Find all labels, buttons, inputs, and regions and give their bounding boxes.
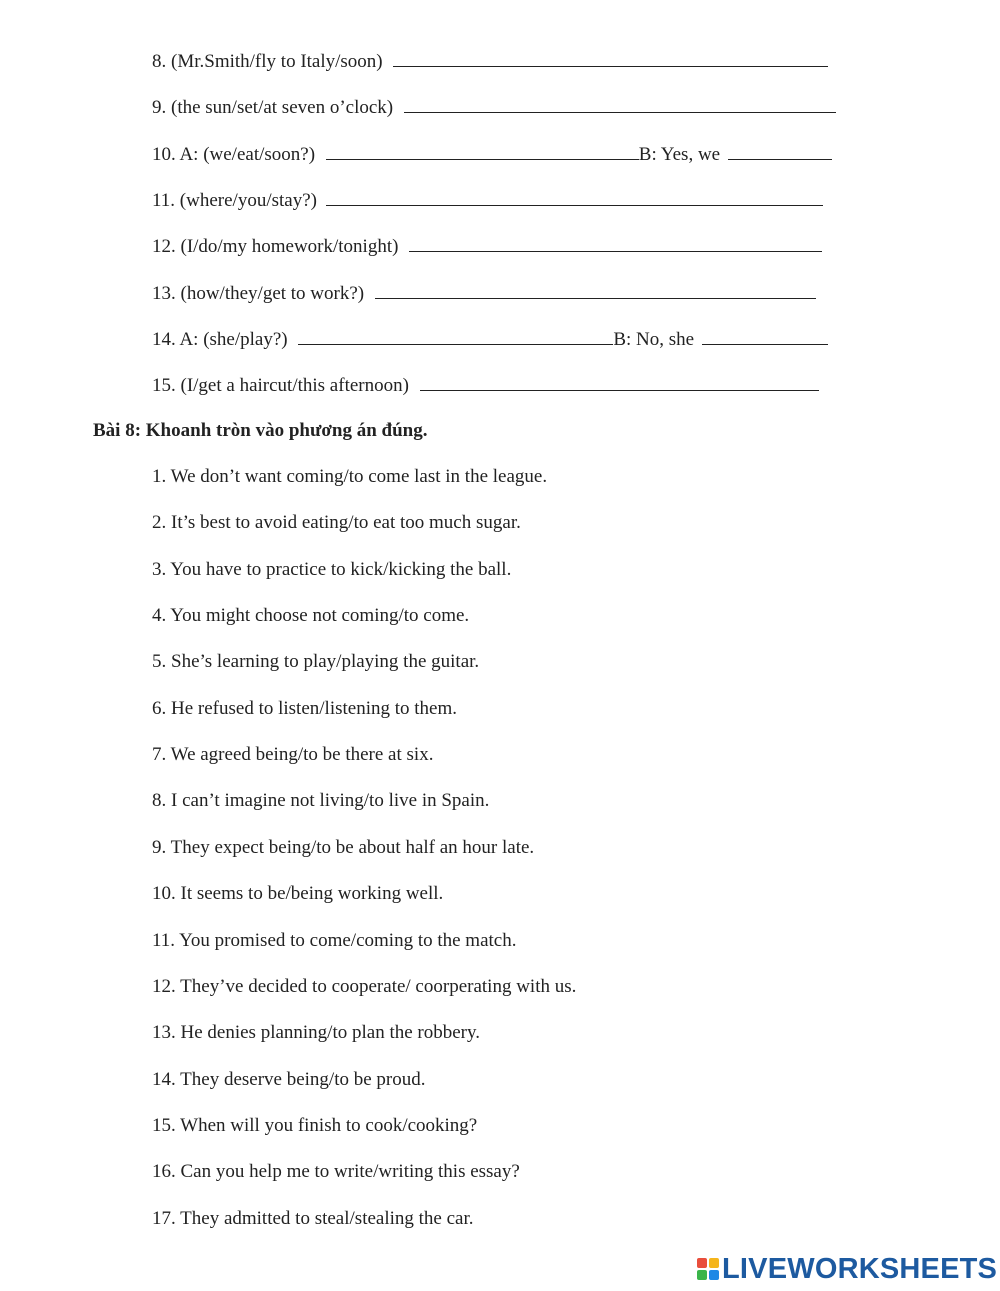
exercise-7-item-14 [152,326,828,352]
exercise-8-item-15[interactable]: 15. When will you finish to cook/cooking? [152,1115,478,1136]
exercise-7-item-8 [152,48,828,74]
item-prompt: 11. (where/you/stay?) [152,190,317,211]
exercise-7-item-10 [152,141,832,167]
item-prompt: 9. (the sun/set/at seven o’clock) [152,97,394,118]
answer-blank[interactable] [404,94,836,113]
answer-blank-b[interactable] [702,326,828,345]
exercise-8-item-12[interactable]: 12. They’ve decided to cooperate/ coorperating with us. [152,976,577,997]
badge-square [709,1258,719,1268]
exercise-8-heading: Bài 8: Khoanh tròn vào phương án đúng. [93,420,428,441]
exercise-8-item-7[interactable]: 7. We agreed being/to be there at six. [152,744,434,765]
exercise-8-item-16[interactable]: 16. Can you help me to write/writing this essay? [152,1161,520,1182]
item-prompt: 12. (I/do/my homework/tonight) [152,236,399,257]
exercise-8-item-4[interactable]: 4. You might choose not coming/to come. [152,605,470,626]
exercise-8-item-14[interactable]: 14. They deserve being/to be proud. [152,1069,426,1090]
exercise-8-item-3[interactable]: 3. You have to practice to kick/kicking the ball. [152,559,512,580]
exercise-8-item-10[interactable]: 10. It seems to be/being working well. [152,883,444,904]
exercise-8-item-6[interactable]: 6. He refused to listen/listening to them. [152,698,458,719]
response-label: B: No, she [613,329,695,350]
logo-badge-icon [697,1258,719,1280]
logo-text: LIVEWORKSHEETS [722,1252,998,1285]
answer-blank-b[interactable] [728,141,832,160]
exercise-8-item-13[interactable]: 13. He denies planning/to plan the robbery. [152,1022,481,1043]
item-prompt: 15. (I/get a haircut/this afternoon) [152,375,409,396]
exercise-7-item-9 [152,94,836,120]
answer-blank-a[interactable] [326,141,639,160]
exercise-8-item-11[interactable]: 11. You promised to come/coming to the match. [152,930,517,951]
exercise-7-item-11 [152,187,823,213]
answer-blank[interactable] [420,372,819,391]
exercise-8-item-9[interactable]: 9. They expect being/to be about half an hour late. [152,837,535,858]
badge-square [697,1258,707,1268]
exercise-8-item-1[interactable]: 1. We don’t want coming/to come last in the league. [152,466,548,487]
item-prompt: 8. (Mr.Smith/fly to Italy/soon) [152,51,383,72]
exercise-7-item-13 [152,280,816,306]
answer-blank-a[interactable] [298,326,613,345]
item-prompt: 10. A: (we/eat/soon?) [152,144,316,165]
item-prompt: 13. (how/they/get to work?) [152,283,365,304]
answer-blank[interactable] [326,187,823,206]
badge-square [709,1270,719,1280]
exercise-7-item-12 [152,233,822,259]
exercise-8-item-8[interactable]: 8. I can’t imagine not living/to live in Spain. [152,790,490,811]
exercise-8-item-5[interactable]: 5. She’s learning to play/playing the guitar. [152,651,480,672]
answer-blank[interactable] [393,48,828,67]
item-prompt: 14. A: (she/play?) [152,329,288,350]
exercise-7-item-15 [152,372,819,398]
badge-square [697,1270,707,1280]
exercise-8-item-2[interactable]: 2. It’s best to avoid eating/to eat too much sugar. [152,512,521,533]
answer-blank[interactable] [409,233,822,252]
liveworksheets-logo [697,1252,997,1286]
response-label: B: Yes, we [638,144,721,165]
exercise-8-item-17[interactable]: 17. They admitted to steal/stealing the car. [152,1208,474,1229]
answer-blank[interactable] [375,280,816,299]
